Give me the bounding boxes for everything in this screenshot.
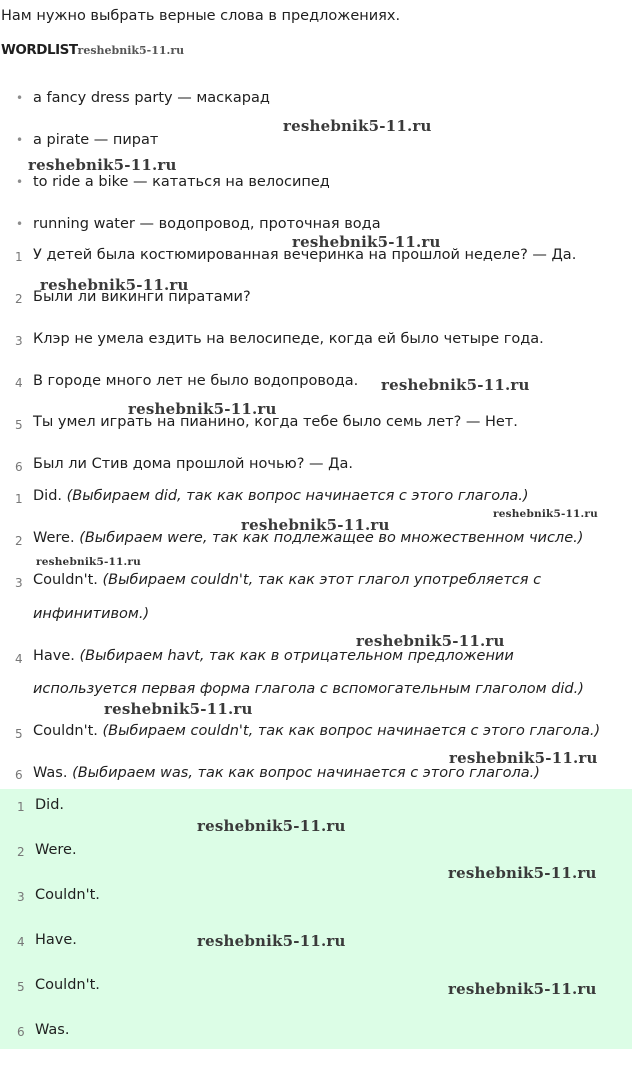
wordlist-item-text: a pirate — пират <box>33 132 159 148</box>
list-number: 4 <box>15 652 23 666</box>
answer-item: Couldn't. <box>35 887 100 903</box>
bullet-icon: • <box>16 133 24 147</box>
list-number: 3 <box>15 576 23 590</box>
list-number: 1 <box>15 250 23 264</box>
watermark: reshebnik5-11.ru <box>28 156 177 174</box>
list-number: 1 <box>17 800 25 814</box>
list-number: 5 <box>17 980 25 994</box>
wordlist-label: WORDLIST <box>1 42 78 58</box>
list-number: 2 <box>17 845 25 859</box>
list-number: 5 <box>15 418 23 432</box>
watermark: reshebnik5-11.ru <box>292 233 441 251</box>
wordlist-item-text: running water — водопровод, проточная вода <box>33 216 381 232</box>
explanation-item-continuation: инфинитивом.) <box>33 606 150 622</box>
list-number: 3 <box>17 890 25 904</box>
list-number: 6 <box>17 1025 25 1039</box>
wordlist-item <box>16 90 270 106</box>
answer-item: Couldn't. <box>35 977 100 993</box>
answer-item: Was. <box>35 1022 70 1038</box>
watermark: reshebnik5-11.ru <box>356 632 505 650</box>
translation-item: Ты умел играть на пианино, когда тебе было семь лет? — Нет. <box>33 414 518 430</box>
watermark: reshebnik5-11.ru <box>241 516 390 534</box>
list-number: 6 <box>15 460 23 474</box>
watermark: reshebnik5-11.ru <box>40 276 189 294</box>
translation-item: У детей была костюмированная вечеринка на прошлой неделе? — Да. <box>33 247 577 263</box>
watermark: reshebnik5-11.ru <box>448 864 597 882</box>
list-number: 1 <box>15 492 23 506</box>
answer-item: Have. <box>35 932 77 948</box>
wordlist-item-text: a fancy dress party — маскарад <box>33 90 270 106</box>
watermark: reshebnik5-11.ru <box>381 376 530 394</box>
list-number: 4 <box>15 376 23 390</box>
wordlist-item <box>16 216 381 232</box>
intro-text: Нам нужно выбрать верные слова в предложениях. <box>1 8 401 24</box>
translation-item: Клэр не умела ездить на велосипеде, когда ей было четыре года. <box>33 331 544 347</box>
watermark: reshebnik5-11.ru <box>197 932 346 950</box>
list-number: 6 <box>15 768 23 782</box>
explanation-item: Couldn't. (Выбираем couldn't, так как вопрос начинается с этого глагола.) <box>33 723 601 739</box>
explanation-item: Couldn't. (Выбираем couldn't, так как этот глагол употребляется с <box>33 572 542 588</box>
explanation-item: Were. (Выбираем were, так как подлежащее во множественном числе.) <box>33 530 584 546</box>
answer-item: Did. <box>35 797 65 813</box>
wordlist-item <box>16 174 330 190</box>
explanation-item: Did. (Выбираем did, так как вопрос начинается с этого глагола.) <box>33 488 529 504</box>
translation-item: Были ли викинги пиратами? <box>33 289 251 305</box>
list-number: 3 <box>15 334 23 348</box>
bullet-icon: • <box>16 175 24 189</box>
watermark: reshebnik5-11.ru <box>448 980 597 998</box>
watermark: reshebnik5-11.ru <box>128 400 277 418</box>
wordlist-item <box>16 132 158 148</box>
watermark: reshebnik5-11.ru <box>493 508 598 520</box>
translation-item: Был ли Стив дома прошлой ночью? — Да. <box>33 456 353 472</box>
list-number: 2 <box>15 534 23 548</box>
explanation-item-continuation: используется первая форма глагола с вспомогательным глаголом did.) <box>33 681 584 697</box>
translation-item: В городе много лет не было водопровода. <box>33 373 359 389</box>
watermark: reshebnik5-11.ru <box>77 44 185 57</box>
bullet-icon: • <box>16 217 24 231</box>
watermark: reshebnik5-11.ru <box>36 556 141 568</box>
answer-item: Were. <box>35 842 77 858</box>
bullet-icon: • <box>16 91 24 105</box>
list-number: 4 <box>17 935 25 949</box>
list-number: 5 <box>15 727 23 741</box>
explanation-item: Have. (Выбираем havt, так как в отрицательном предложении <box>33 648 514 664</box>
watermark: reshebnik5-11.ru <box>197 817 346 835</box>
watermark: reshebnik5-11.ru <box>104 700 253 718</box>
wordlist-item-text: to ride a bike — кататься на велосипед <box>33 174 330 190</box>
watermark: reshebnik5-11.ru <box>283 117 432 135</box>
watermark: reshebnik5-11.ru <box>449 749 598 767</box>
explanation-item: Was. (Выбираем was, так как вопрос начинается с этого глагола.) <box>33 765 540 781</box>
wordlist-heading <box>1 42 184 58</box>
list-number: 2 <box>15 292 23 306</box>
